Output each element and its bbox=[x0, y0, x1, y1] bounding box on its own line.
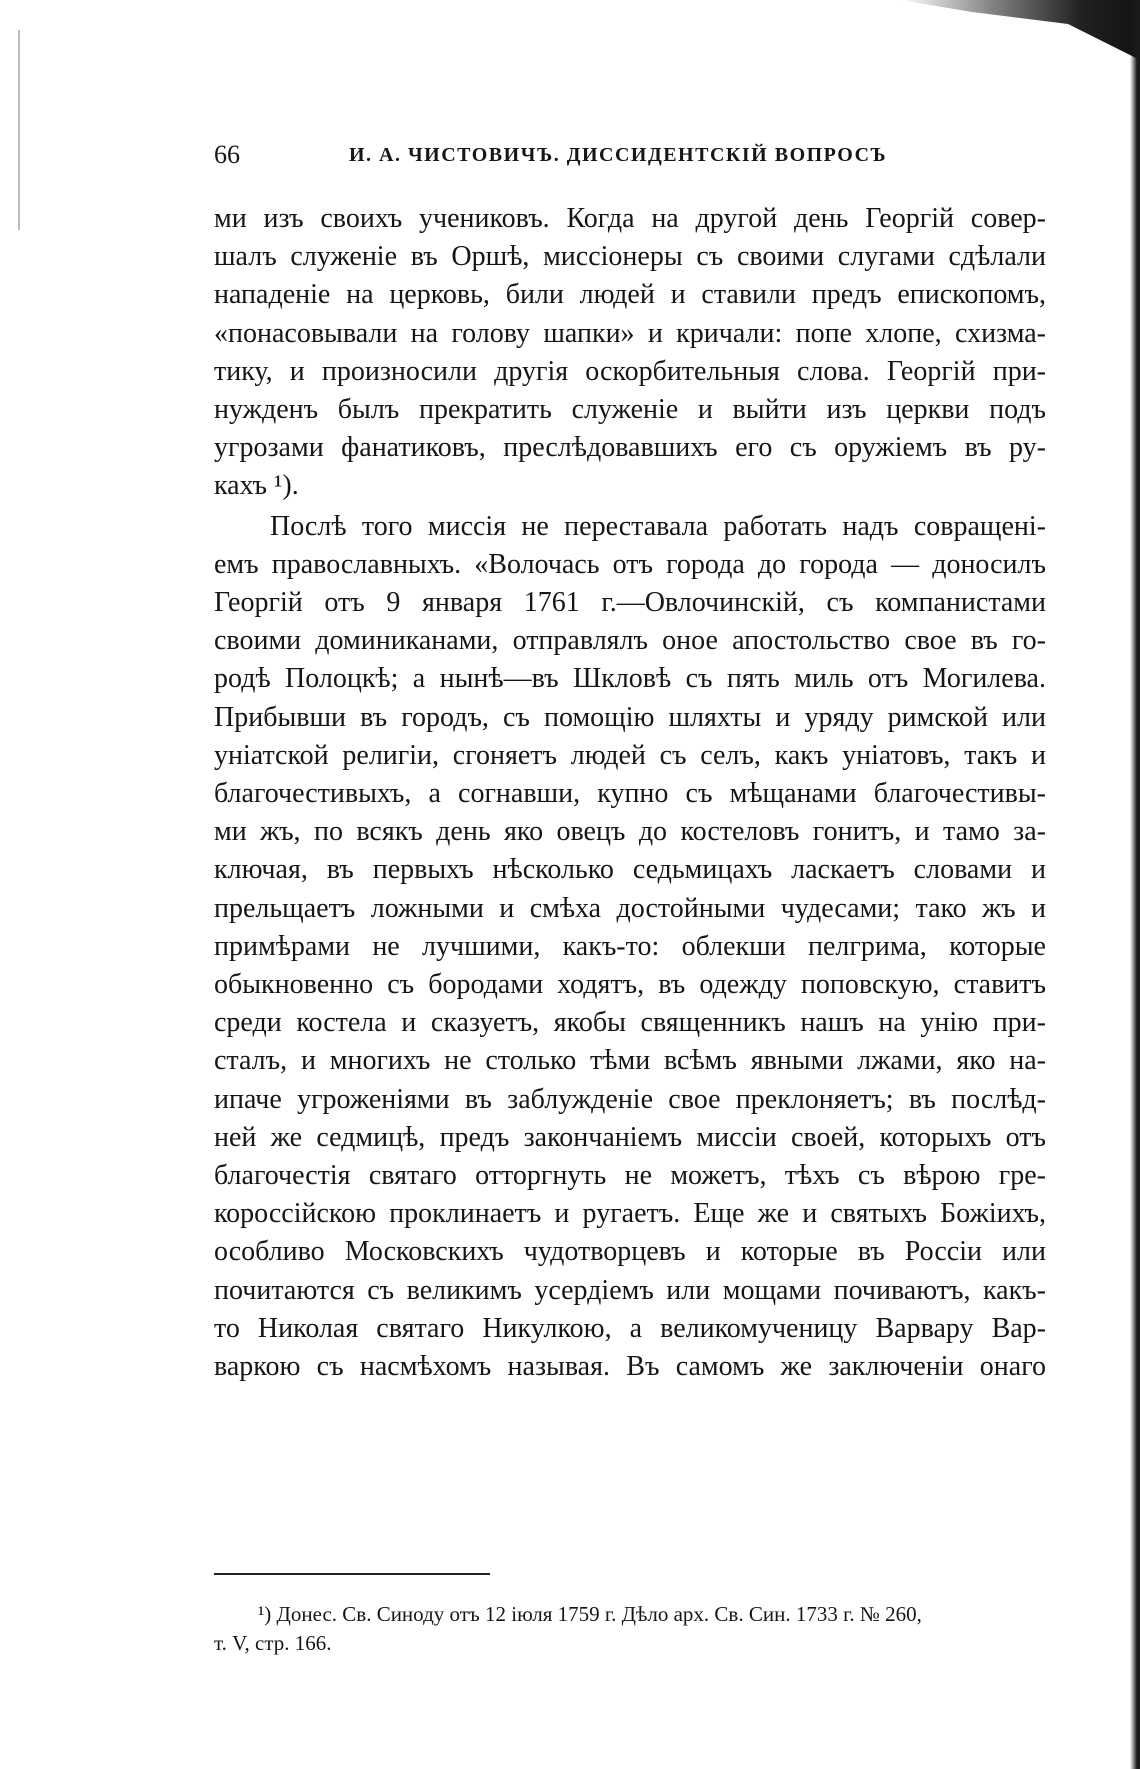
text-line: Послѣ того миссія не переставала работать надъ совращені- bbox=[270, 510, 1046, 542]
text-line: родѣ Полоцкѣ; а нынѣ—въ Шкловѣ съ пять миль отъ Могилева. bbox=[214, 663, 1046, 695]
text-line: короссійскою проклинаетъ и ругаетъ. Еще же и святыхъ Божіихъ, bbox=[214, 1198, 1046, 1230]
text-line: нападеніе на церковь, били людей и ставили предъ епископомъ, bbox=[214, 279, 1046, 311]
text-line: своими доминиканами, отправлялъ оное апостольство свое въ го- bbox=[214, 625, 1046, 657]
text-line: обыкновенно съ бородами ходятъ, въ одежду поповскую, ставитъ bbox=[214, 969, 1046, 1001]
text-line: тику, и произносили другія оскорбительныя слова. Георгій при- bbox=[214, 355, 1046, 387]
text-line: благочестія святаго отторгнуть не можетъ, тѣхъ съ вѣрою гре- bbox=[214, 1160, 1046, 1192]
text-line: кахъ ¹). bbox=[214, 470, 299, 502]
text-line: сталъ, и многихъ не столько тѣми всѣмъ явными лжами, яко на- bbox=[214, 1045, 1046, 1077]
text-line: шалъ служеніе въ Оршѣ, миссіонеры съ своими слугами сдѣлали bbox=[214, 241, 1046, 273]
text-line: среди костела и сказуетъ, якобы священникъ нашъ на унію при- bbox=[214, 1007, 1046, 1039]
text-line: ключая, въ первыхъ нѣсколько седьмицахъ ласкаетъ словами и bbox=[214, 854, 1046, 886]
footnote-divider bbox=[214, 1573, 490, 1575]
page-header bbox=[214, 140, 914, 176]
scan-right-edge bbox=[1130, 0, 1140, 1769]
text-line: ней же седмицѣ, предъ закончаніемъ миссіи своей, которыхъ отъ bbox=[214, 1121, 1046, 1153]
text-line: почитаются съ великимъ усердіемъ или мощами почиваютъ, какъ- bbox=[214, 1274, 1046, 1306]
scan-corner-shadow bbox=[900, 0, 1140, 60]
text-line: Прибывши въ городъ, съ помощію шляхты и уряду римской или bbox=[214, 701, 1046, 733]
paragraph-2 bbox=[214, 508, 1046, 1387]
text-line: угрозами фанатиковъ, преслѣдовавшихъ его съ оружіемъ въ ру- bbox=[214, 432, 1046, 464]
text-line: варкою съ насмѣхомъ называя. Въ самомъ же заключеніи онаго bbox=[214, 1351, 1046, 1383]
text-line: ми жъ, по всякъ день яко овецъ до костеловъ гонитъ, и тамо за- bbox=[214, 816, 1046, 848]
body-text bbox=[214, 200, 1046, 1386]
text-line: емъ православныхъ. «Волочась отъ города до города — доносилъ bbox=[214, 548, 1046, 580]
footnotes bbox=[214, 1600, 1046, 1658]
text-line: ми изъ своихъ учениковъ. Когда на другой день Георгій совер- bbox=[214, 203, 1046, 234]
text-line: ипаче угроженіями въ заблужденіе свое преклоняетъ; въ послѣд- bbox=[214, 1083, 1046, 1115]
text-line: «понасовывали на голову шапки» и кричали: попе хлопе, схизма- bbox=[214, 317, 1046, 349]
text-line: примѣрами не лучшими, какъ-то: облекши пелгрима, которые bbox=[214, 930, 1046, 962]
text-line: прельщаетъ ложными и смѣха достойными чудесами; тако жъ и bbox=[214, 892, 1046, 924]
text-line: благочестивыхъ, а согнавши, купно съ мѣщанами благочестивы- bbox=[214, 778, 1046, 810]
scan-left-margin-mark bbox=[18, 30, 20, 230]
footnote-line: ¹) Донес. Св. Синоду отъ 12 іюля 1759 г. Дѣло арх. Св. Син. 1733 г. № 260, bbox=[258, 1602, 922, 1626]
paragraph-1 bbox=[214, 200, 1046, 506]
text-line: то Николая святаго Никулкою, а великомученицу Варвару Вар- bbox=[214, 1312, 1046, 1344]
text-line: уніатской религіи, сгоняетъ людей съ селъ, какъ уніатовъ, такъ и bbox=[214, 739, 1046, 771]
text-line: особливо Московскихъ чудотворцевъ и которые въ Россіи или bbox=[214, 1236, 1046, 1268]
text-line: Георгій отъ 9 января 1761 г.—Овлочинскій, съ компанистами bbox=[214, 587, 1046, 619]
page-number: 66 bbox=[214, 140, 240, 169]
text-line: нужденъ былъ прекратить служеніе и выйти изъ церкви подъ bbox=[214, 394, 1046, 426]
footnote-line: т. V, стр. 166. bbox=[214, 1631, 332, 1655]
running-title: И. А. ЧИСТОВИЧЪ. ДИССИДЕНТСКІЙ ВОПРОСЪ bbox=[349, 144, 888, 166]
